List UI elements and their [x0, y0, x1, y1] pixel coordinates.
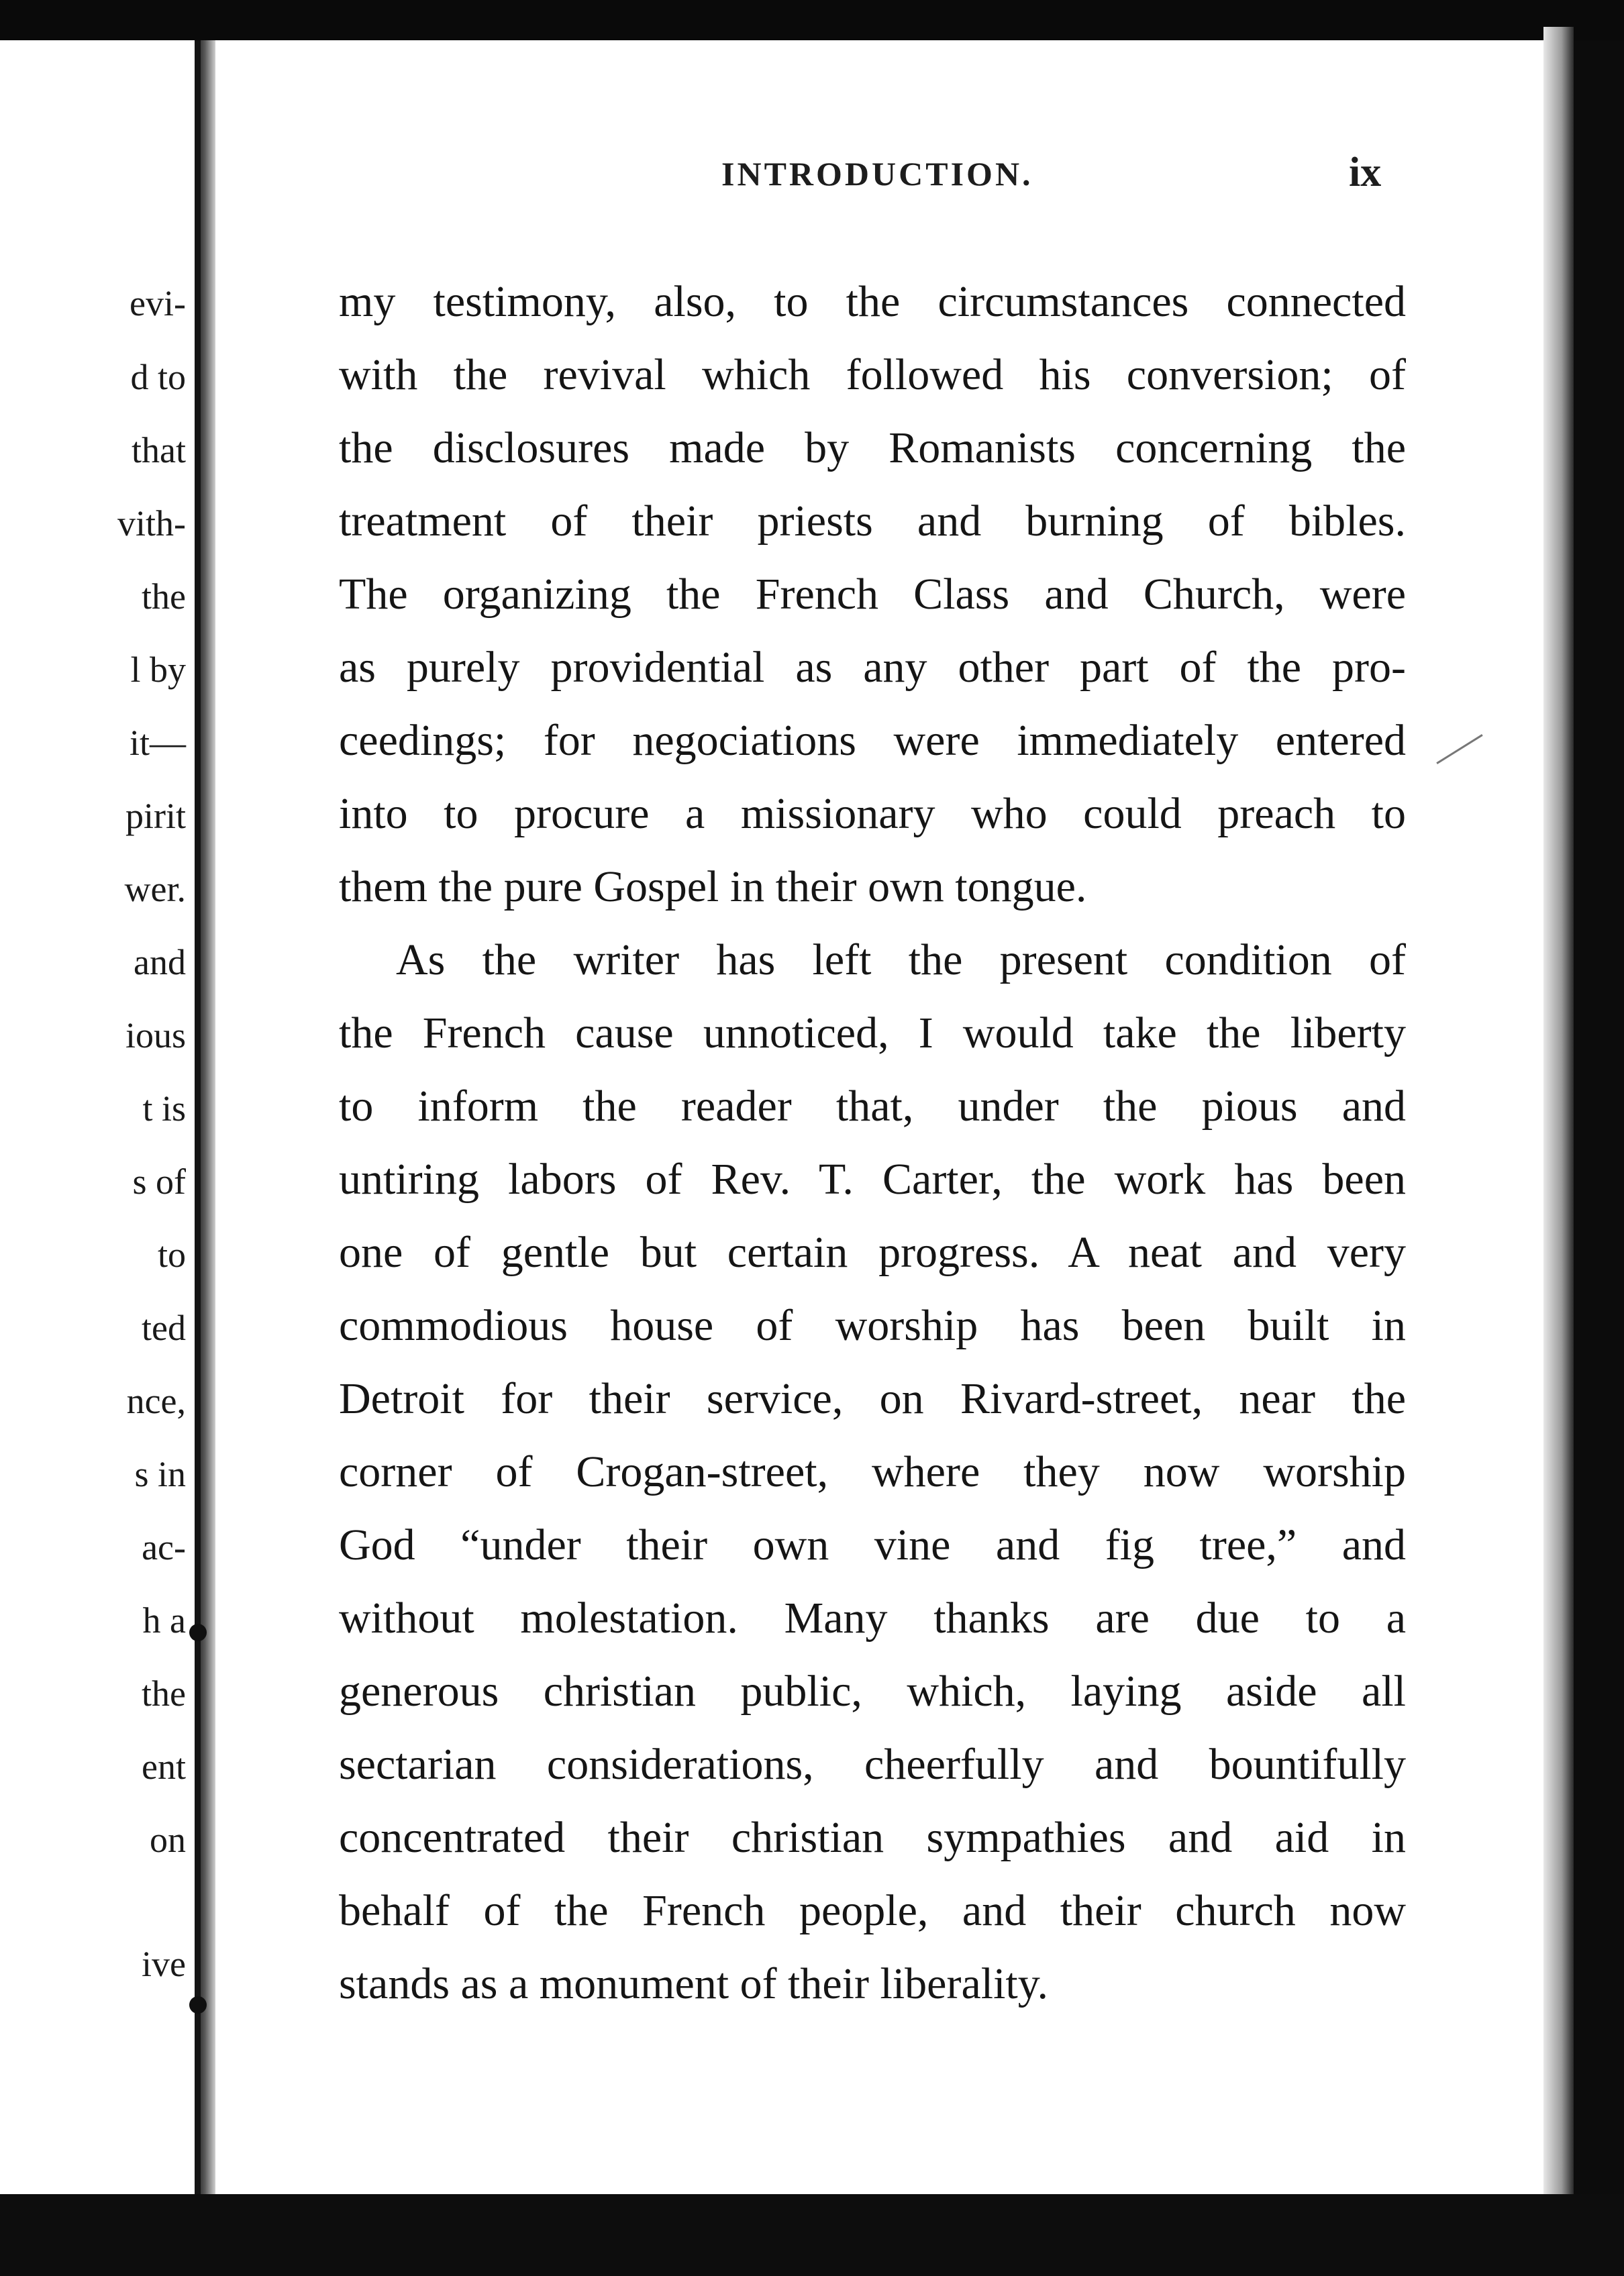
left-fragment: s in [134, 1454, 186, 1494]
binding-thread [195, 40, 201, 2194]
binding-knot [189, 1996, 207, 2014]
text-line: them the pure Gospel in their own tongue. [339, 862, 1087, 911]
page-edge-shadow [1543, 27, 1574, 2194]
text-line: Detroit for their service, on Rivard-street, near the [339, 1374, 1406, 1423]
left-fragment: it— [129, 723, 186, 763]
left-page-margin [0, 40, 201, 2194]
left-fragment: l by [130, 650, 186, 690]
text-line: God “under their own vine and fig tree,” and [339, 1520, 1406, 1569]
text-line: without molestation. Many thanks are due to a [339, 1594, 1406, 1643]
text-line: As the writer has left the present condition of [396, 935, 1406, 984]
text-line: corner of Crogan-street, where they now worship [339, 1447, 1406, 1496]
left-fragment: nce, [126, 1381, 186, 1421]
left-fragment: s of [132, 1161, 186, 1202]
running-title: INTRODUCTION. [721, 155, 1033, 193]
text-line: untiring labors of Rev. T. Carter, the work has been [339, 1155, 1406, 1204]
left-fragment: pirit [125, 796, 186, 836]
left-fragment: ac- [142, 1527, 186, 1567]
left-fragment: vith- [117, 503, 186, 544]
left-fragment: to [157, 1235, 186, 1275]
left-fragment: h a [142, 1600, 186, 1641]
text-line: with the revival which followed his conversion; of [339, 350, 1406, 399]
body-text [339, 265, 1406, 2020]
left-fragment: t is [142, 1088, 186, 1129]
left-fragment: ive [142, 1944, 186, 1984]
left-fragment: evi- [130, 283, 186, 323]
text-line: into to procure a missionary who could preach to [339, 789, 1406, 838]
text-line: concentrated their christian sympathies and aid in [339, 1813, 1406, 1862]
text-line: sectarian considerations, cheerfully and bountifully [339, 1740, 1406, 1789]
left-fragment: wer. [124, 869, 186, 909]
text-line: my testimony, also, to the circumstances connected [339, 277, 1406, 326]
left-fragment: and [134, 942, 186, 982]
text-line: the French cause unnoticed, I would take the liberty [339, 1008, 1406, 1057]
text-line: to inform the reader that, under the pious and [339, 1082, 1406, 1131]
scan-border-top [0, 0, 1624, 40]
page-number: ix [1349, 150, 1382, 195]
left-fragment: ent [142, 1747, 186, 1787]
text-line: generous christian public, which, laying aside all [339, 1667, 1406, 1716]
binding-knot [189, 1624, 207, 1641]
left-fragment: ious [125, 1015, 186, 1055]
text-line: the disclosures made by Romanists concerning the [339, 423, 1406, 472]
text-line: commodious house of worship has been built in [339, 1301, 1406, 1350]
left-fragment: the [142, 576, 186, 617]
scan-border-bottom [0, 2194, 1624, 2276]
text-line: as purely providential as any other part of the pro- [339, 643, 1406, 692]
left-fragment: on [150, 1820, 186, 1860]
text-line: ceedings; for negociations were immediately entered [339, 716, 1406, 765]
left-fragment: d to [130, 357, 186, 397]
text-line: treatment of their priests and burning of bibles. [339, 497, 1406, 546]
text-line: stands as a monument of their liberality. [339, 1959, 1048, 2008]
left-fragment: that [132, 430, 186, 470]
left-fragment: the [142, 1673, 186, 1714]
text-line: The organizing the French Class and Church, were [339, 570, 1406, 619]
text-line: behalf of the French people, and their church now [339, 1886, 1406, 1935]
left-fragment: ted [142, 1308, 186, 1348]
text-line: one of gentle but certain progress. A neat and very [339, 1228, 1406, 1277]
